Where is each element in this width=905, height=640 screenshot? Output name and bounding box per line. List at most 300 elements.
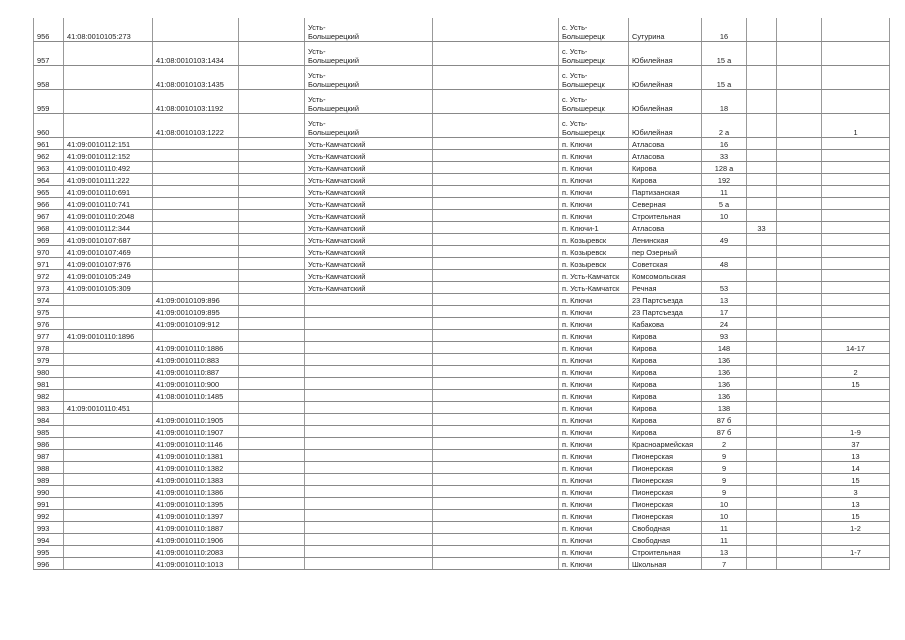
cell-street: 23 Партсъезда [629,294,702,306]
cell-district [305,426,433,438]
cell-blank1 [239,402,305,414]
cell-num: 962 [34,150,64,162]
cell-cad2: 41:09:0010110:1013 [153,558,239,570]
cell-district [305,294,433,306]
cell-x1 [433,138,559,150]
cell-district: Усть- Большерецкий [305,66,433,90]
cell-district [305,486,433,498]
cell-street: Кирова [629,426,702,438]
table-row [34,186,890,198]
cell-c9 [747,546,777,558]
cell-x1 [433,258,559,270]
cell-district [305,354,433,366]
cell-house: 15 а [702,42,747,66]
cell-district [305,534,433,546]
cell-locality: п. Ключи [559,390,629,402]
cell-cad1 [64,510,153,522]
table-row [34,282,890,294]
cell-c10 [777,186,822,198]
cell-street: Юбилейная [629,90,702,114]
table-row [34,18,890,42]
cell-x1 [433,462,559,474]
cell-district [305,558,433,570]
cell-cad1 [64,438,153,450]
cell-c11: 37 [822,438,890,450]
cell-x1 [433,90,559,114]
cell-num: 975 [34,306,64,318]
cell-district: Усть- Большерецкий [305,42,433,66]
table-row [34,330,890,342]
cell-num: 978 [34,342,64,354]
cell-locality: с. Усть- Большерецк [559,66,629,90]
cell-street: Партизанская [629,186,702,198]
cell-locality: п. Ключи [559,198,629,210]
table-row [34,546,890,558]
cell-num: 986 [34,438,64,450]
cell-street: Кирова [629,174,702,186]
cell-c11 [822,414,890,426]
cell-locality: п. Ключи [559,522,629,534]
cell-street: Атласова [629,138,702,150]
cell-c9 [747,558,777,570]
cell-c10 [777,66,822,90]
table-row [34,366,890,378]
cell-c11: 14 [822,462,890,474]
cell-c10 [777,174,822,186]
cell-street: Пионерская [629,498,702,510]
cell-street: Северная [629,198,702,210]
cell-cad2 [153,270,239,282]
cell-district: Усть-Камчатский [305,162,433,174]
cell-c10 [777,366,822,378]
cell-blank1 [239,462,305,474]
cell-street: Речная [629,282,702,294]
cell-num: 956 [34,18,64,42]
cell-cad2: 41:09:0010109:912 [153,318,239,330]
cell-cad1: 41:09:0010110:2048 [64,210,153,222]
cell-blank1 [239,426,305,438]
cell-house: 11 [702,186,747,198]
cell-house: 16 [702,138,747,150]
cell-locality: с. Усть- Большерецк [559,42,629,66]
cell-blank1 [239,342,305,354]
cell-num: 959 [34,90,64,114]
cell-x1 [433,162,559,174]
cell-blank1 [239,474,305,486]
table-row [34,162,890,174]
cell-locality: п. Ключи [559,150,629,162]
cell-c11 [822,330,890,342]
cell-c10 [777,222,822,234]
cell-district [305,414,433,426]
cell-cad1: 41:09:0010112:344 [64,222,153,234]
table-row [34,246,890,258]
cell-cad1 [64,450,153,462]
cell-x1 [433,222,559,234]
cell-c9 [747,294,777,306]
cell-district [305,474,433,486]
cell-cad2: 41:09:0010110:1381 [153,450,239,462]
cell-district: Усть-Камчатский [305,270,433,282]
cell-street: Строительная [629,210,702,222]
cell-blank1 [239,282,305,294]
table-row [34,306,890,318]
cell-locality: п. Ключи [559,318,629,330]
cell-num: 982 [34,390,64,402]
cell-street: Кирова [629,402,702,414]
cell-c10 [777,558,822,570]
cell-x1 [433,210,559,222]
cell-num: 987 [34,450,64,462]
cell-cad2: 41:09:0010110:1886 [153,342,239,354]
cell-num: 973 [34,282,64,294]
cell-house: 138 [702,402,747,414]
cell-locality: п. Ключи [559,354,629,366]
cell-district [305,438,433,450]
cell-cad1: 41:09:0010110:451 [64,402,153,414]
cell-cad2 [153,222,239,234]
cell-district [305,498,433,510]
cell-x1 [433,246,559,258]
cell-c9 [747,66,777,90]
cell-blank1 [239,174,305,186]
cell-locality: п. Ключи [559,174,629,186]
cell-blank1 [239,378,305,390]
cell-num: 965 [34,186,64,198]
table-row [34,390,890,402]
cell-locality: с. Усть- Большерецк [559,18,629,42]
cell-c9 [747,246,777,258]
cell-locality: п. Ключи [559,294,629,306]
cell-c10 [777,138,822,150]
cell-street: Красноармейская [629,438,702,450]
cell-district [305,450,433,462]
table-row [34,498,890,510]
cell-x1 [433,150,559,162]
cell-house: 9 [702,486,747,498]
cell-district: Усть-Камчатский [305,186,433,198]
table-row [34,114,890,138]
cell-blank1 [239,366,305,378]
cell-cad1 [64,90,153,114]
cell-blank1 [239,354,305,366]
cell-c9 [747,414,777,426]
cell-x1 [433,18,559,42]
cell-house: 10 [702,210,747,222]
cell-c10 [777,462,822,474]
cell-c9: 33 [747,222,777,234]
cell-num: 969 [34,234,64,246]
cell-c10 [777,282,822,294]
cell-c11: 3 [822,486,890,498]
cell-cad1 [64,42,153,66]
cell-num: 984 [34,414,64,426]
cell-blank1 [239,138,305,150]
cell-cad1: 41:09:0010110:741 [64,198,153,210]
cell-c10 [777,294,822,306]
cell-district: Усть-Камчатский [305,234,433,246]
cell-cad1 [64,462,153,474]
cell-cad1 [64,342,153,354]
cell-house: 13 [702,546,747,558]
cell-house: 136 [702,378,747,390]
cell-x1 [433,558,559,570]
cell-locality: п. Козыревск [559,234,629,246]
cell-cad2 [153,174,239,186]
cell-street: Атласова [629,222,702,234]
cell-district [305,378,433,390]
cell-c11 [822,174,890,186]
cell-c11: 13 [822,450,890,462]
cell-street: Кабакова [629,318,702,330]
cell-locality: п. Козыревск [559,246,629,258]
cell-cad2: 41:08:0010103:1222 [153,114,239,138]
cell-street: Кирова [629,366,702,378]
cell-district [305,366,433,378]
cell-house: 10 [702,510,747,522]
cell-num: 979 [34,354,64,366]
cell-locality: п. Ключи [559,402,629,414]
table-row [34,234,890,246]
cell-blank1 [239,390,305,402]
cell-house: 93 [702,330,747,342]
cell-c11: 1 [822,114,890,138]
cell-c9 [747,318,777,330]
cell-c9 [747,270,777,282]
cell-street: пер Озерный [629,246,702,258]
cell-cad1 [64,306,153,318]
cell-num: 968 [34,222,64,234]
cell-c11 [822,402,890,414]
cell-x1 [433,306,559,318]
cell-house: 11 [702,534,747,546]
cell-locality: п. Козыревск [559,258,629,270]
cell-c10 [777,450,822,462]
cell-c11 [822,270,890,282]
cell-c11: 1-7 [822,546,890,558]
cell-x1 [433,546,559,558]
cell-street: Сутурина [629,18,702,42]
table-row [34,474,890,486]
cell-c9 [747,522,777,534]
cell-house: 7 [702,558,747,570]
cell-street: Комсомольская [629,270,702,282]
cell-c10 [777,402,822,414]
cell-num: 983 [34,402,64,414]
cell-street: Кирова [629,330,702,342]
cell-num: 990 [34,486,64,498]
cell-locality: п. Ключи [559,486,629,498]
cell-cad1 [64,558,153,570]
cell-c9 [747,450,777,462]
table-row [34,534,890,546]
cell-blank1 [239,270,305,282]
cell-x1 [433,426,559,438]
table-row [34,258,890,270]
cell-c11 [822,186,890,198]
table-row [34,138,890,150]
cell-x1 [433,498,559,510]
cell-cad2: 41:09:0010110:1906 [153,534,239,546]
cell-c11: 2 [822,366,890,378]
cell-district: Усть-Камчатский [305,210,433,222]
cell-num: 966 [34,198,64,210]
cell-x1 [433,282,559,294]
cell-num: 972 [34,270,64,282]
cell-district [305,318,433,330]
cell-c10 [777,354,822,366]
cell-blank1 [239,66,305,90]
cell-locality: с. Усть- Большерецк [559,114,629,138]
cell-c11: 15 [822,474,890,486]
cell-cad2 [153,162,239,174]
cell-cad2 [153,258,239,270]
cell-locality: п. Усть-Камчатск [559,282,629,294]
cell-street: 23 Партсъезда [629,306,702,318]
cell-district: Усть-Камчатский [305,174,433,186]
cell-c10 [777,270,822,282]
cell-c11 [822,534,890,546]
cell-cad1: 41:09:0010111:222 [64,174,153,186]
cell-house: 17 [702,306,747,318]
cell-house: 24 [702,318,747,330]
cell-c11 [822,198,890,210]
cell-c10 [777,114,822,138]
cell-x1 [433,174,559,186]
cell-num: 991 [34,498,64,510]
cell-house: 136 [702,366,747,378]
cell-street: Школьная [629,558,702,570]
cell-locality: п. Ключи [559,462,629,474]
address-registry-table [33,18,890,570]
cell-blank1 [239,510,305,522]
cell-cad2 [153,18,239,42]
cell-c10 [777,306,822,318]
table-row [34,342,890,354]
cell-house: 10 [702,498,747,510]
cell-blank1 [239,306,305,318]
cell-blank1 [239,18,305,42]
cell-cad1 [64,354,153,366]
cell-c11: 14-17 [822,342,890,354]
cell-blank1 [239,318,305,330]
cell-x1 [433,450,559,462]
cell-blank1 [239,486,305,498]
cell-house: 136 [702,390,747,402]
table-row [34,150,890,162]
cell-street: Пионерская [629,462,702,474]
cell-c11 [822,234,890,246]
cell-c10 [777,330,822,342]
cell-c9 [747,258,777,270]
cell-house [702,246,747,258]
cell-x1 [433,366,559,378]
cell-district [305,306,433,318]
cell-blank1 [239,438,305,450]
table-row [34,318,890,330]
cell-cad2: 41:09:0010110:1397 [153,510,239,522]
cell-num: 961 [34,138,64,150]
cell-cad1 [64,414,153,426]
cell-c9 [747,90,777,114]
cell-street: Кирова [629,390,702,402]
cell-blank1 [239,414,305,426]
cell-house: 53 [702,282,747,294]
cell-c9 [747,282,777,294]
cell-c10 [777,198,822,210]
cell-house: 49 [702,234,747,246]
cell-district: Усть- Большерецкий [305,90,433,114]
cell-x1 [433,66,559,90]
cell-cad2 [153,246,239,258]
cell-c11 [822,354,890,366]
cell-c11 [822,294,890,306]
cell-cad2: 41:09:0010110:887 [153,366,239,378]
cell-c9 [747,138,777,150]
cell-x1 [433,402,559,414]
cell-x1 [433,114,559,138]
cell-cad2 [153,402,239,414]
cell-house: 16 [702,18,747,42]
cell-c9 [747,426,777,438]
table-row [34,294,890,306]
table-row [34,42,890,66]
cell-house: 9 [702,474,747,486]
cell-c10 [777,234,822,246]
cell-c10 [777,90,822,114]
cell-num: 993 [34,522,64,534]
cell-locality: п. Ключи-1 [559,222,629,234]
cell-c9 [747,438,777,450]
cell-c11 [822,90,890,114]
cell-num: 974 [34,294,64,306]
cell-locality: п. Ключи [559,450,629,462]
cell-locality: п. Ключи [559,558,629,570]
cell-cad2: 41:09:0010110:2083 [153,546,239,558]
cell-cad2: 41:09:0010110:1907 [153,426,239,438]
cell-street: Свободная [629,534,702,546]
cell-house: 5 а [702,198,747,210]
cell-num: 958 [34,66,64,90]
cell-cad2: 41:09:0010110:1383 [153,474,239,486]
cell-cad1 [64,66,153,90]
cell-c10 [777,210,822,222]
cell-num: 996 [34,558,64,570]
cell-district [305,510,433,522]
cell-blank1 [239,330,305,342]
cell-cad2: 41:08:0010103:1435 [153,66,239,90]
table-row [34,198,890,210]
cell-blank1 [239,222,305,234]
cell-street: Кирова [629,414,702,426]
cell-c10 [777,342,822,354]
cell-cad2: 41:09:0010110:1146 [153,438,239,450]
cell-c9 [747,342,777,354]
cell-blank1 [239,90,305,114]
cell-house: 136 [702,354,747,366]
cell-x1 [433,378,559,390]
cell-c11: 15 [822,510,890,522]
cell-district: Усть-Камчатский [305,282,433,294]
cell-x1 [433,186,559,198]
cell-district [305,462,433,474]
cell-c10 [777,246,822,258]
cell-num: 985 [34,426,64,438]
cell-c10 [777,534,822,546]
cell-house: 9 [702,450,747,462]
cell-c9 [747,390,777,402]
cell-x1 [433,294,559,306]
